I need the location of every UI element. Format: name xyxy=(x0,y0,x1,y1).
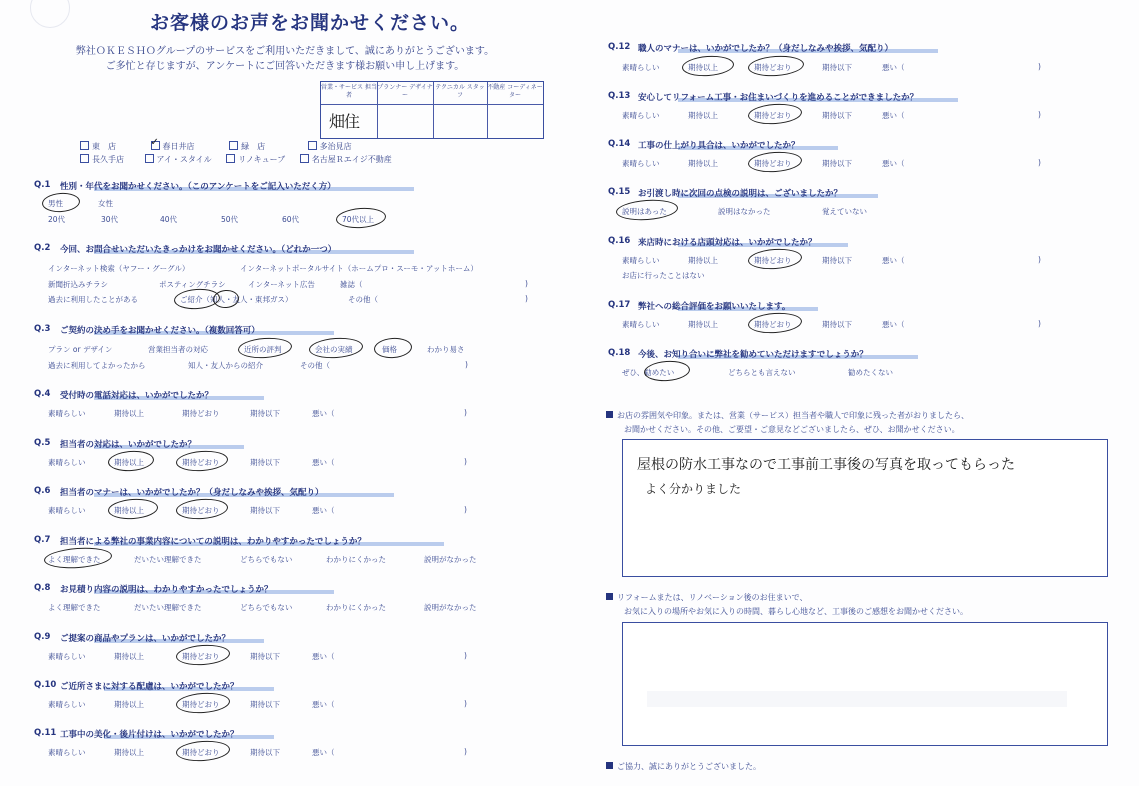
question-number: Q.1 xyxy=(34,180,51,190)
close-paren: ) xyxy=(1038,110,1041,119)
rating-above[interactable]: 期待以上 xyxy=(114,652,144,661)
rating-below[interactable]: 期待以下 xyxy=(250,506,280,515)
option-other[interactable]: その他（ xyxy=(300,361,330,370)
option-sales-staff[interactable]: 営業担当者の対応 xyxy=(148,345,208,354)
close-paren: ) xyxy=(464,408,467,417)
option-posting-flyer[interactable]: ポスティングチラシ xyxy=(159,280,226,289)
checkbox-icon[interactable] xyxy=(145,154,154,163)
checkbox-icon[interactable] xyxy=(308,141,317,150)
option-other[interactable]: その他（ xyxy=(348,295,378,304)
close-paren: ) xyxy=(1038,319,1041,328)
question-number: Q.5 xyxy=(34,438,51,448)
question-text: 安心してリフォーム工事・お住まいづくりを進めることができましたか？ xyxy=(638,93,919,103)
option-not-explained[interactable]: 説明はなかった xyxy=(718,207,771,216)
rating-above[interactable]: 期待以上 xyxy=(688,111,718,120)
rating-excellent[interactable]: 素晴らしい xyxy=(48,409,86,418)
rating-below[interactable]: 期待以下 xyxy=(822,63,852,72)
question-number: Q.9 xyxy=(34,632,51,642)
rating-row-q12 xyxy=(622,62,1041,73)
close-paren: ) xyxy=(464,505,467,514)
rating-above[interactable]: 期待以上 xyxy=(114,700,144,709)
option-portal-site[interactable]: インターネットポータルサイト（ホームプロ・スーモ・アットホーム） xyxy=(240,264,478,273)
close-paren: ) xyxy=(464,651,467,660)
question-text: 工事の仕上がり具合は、いかがでしたか？ xyxy=(638,141,800,151)
rating-as-expected[interactable]: 期待どおり xyxy=(182,652,220,661)
square-bullet-icon xyxy=(606,762,613,769)
rating-row-q17 xyxy=(622,319,1041,330)
option-clarity[interactable]: わかり易さ xyxy=(427,345,465,354)
option-never-visited[interactable]: お店に行ったことはない xyxy=(622,271,705,280)
question-number: Q.10 xyxy=(34,680,57,690)
option-60s[interactable]: 60代 xyxy=(282,215,300,224)
option-reputation[interactable]: 近所の評判 xyxy=(244,345,282,354)
question-text: 今後、お知り合いに弊社を勧めていただけますでしょうか？ xyxy=(638,350,868,360)
rating-row-q11 xyxy=(48,747,467,758)
rating-below[interactable]: 期待以下 xyxy=(822,111,852,120)
rating-excellent[interactable]: 素晴らしい xyxy=(622,159,660,168)
question-number: Q.11 xyxy=(34,728,57,738)
rating-as-expected[interactable]: 期待どおり xyxy=(182,506,220,515)
option-friend-referral[interactable]: 知人・友人からの紹介 xyxy=(188,361,263,370)
staff-header-sales: 営業・サービス 担当者 xyxy=(321,84,377,99)
store-midori[interactable]: 緑 店 xyxy=(229,142,265,151)
rating-excellent[interactable]: 素晴らしい xyxy=(48,458,86,467)
question-text: 担当者による弊社の事業内容についての説明は、わかりやすかったでしょうか？ xyxy=(60,537,366,547)
comment1-handwriting-line1: 屋根の防水工事なので工事前工事後の写真を取ってもらった xyxy=(637,457,1015,473)
rating-as-expected[interactable]: 期待どおり xyxy=(754,159,792,168)
option-recommend[interactable]: ぜひ、勧めたい xyxy=(622,368,675,377)
checked-checkbox-icon[interactable] xyxy=(151,141,160,150)
comment1-box[interactable] xyxy=(622,439,1108,577)
rating-row-q6 xyxy=(48,505,467,516)
option-50s[interactable]: 50代 xyxy=(221,215,239,224)
question-number: Q.13 xyxy=(608,91,631,101)
checkbox-icon[interactable] xyxy=(229,141,238,150)
checkbox-icon[interactable] xyxy=(226,154,235,163)
option-internet-ad[interactable]: インターネット広告 xyxy=(248,280,315,289)
option-past-good[interactable]: 過去に利用してよかったから xyxy=(48,361,146,370)
understand-row-q8 xyxy=(48,602,477,613)
rating-above[interactable]: 期待以上 xyxy=(114,409,144,418)
staff-table xyxy=(320,81,544,139)
option-plan-design[interactable]: プラン or デザイン xyxy=(48,345,113,354)
understand-neutral[interactable]: どちらでもない xyxy=(240,555,293,564)
question-number: Q.8 xyxy=(34,583,51,593)
option-70s-plus[interactable]: 70代以上 xyxy=(342,215,375,224)
question-number: Q.3 xyxy=(34,324,51,334)
checkbox-icon[interactable] xyxy=(300,154,309,163)
rating-excellent[interactable]: 素晴らしい xyxy=(622,320,660,329)
rating-bad[interactable]: 悪い（ xyxy=(312,652,335,661)
rating-above[interactable]: 期待以上 xyxy=(688,256,718,265)
rating-bad[interactable]: 悪い（ xyxy=(312,458,335,467)
rating-excellent[interactable]: 素晴らしい xyxy=(622,256,660,265)
store-tajimi[interactable]: 多治見店 xyxy=(308,142,352,151)
question-number: Q.7 xyxy=(34,535,51,545)
staff-header-planner: プランナー デザイナー xyxy=(377,84,433,99)
rating-bad[interactable]: 悪い（ xyxy=(882,159,905,168)
option-not-recommend[interactable]: 勧めたくない xyxy=(848,368,893,377)
comment1-handwriting-line2: よく分かりました xyxy=(645,482,742,496)
rating-below[interactable]: 期待以下 xyxy=(250,458,280,467)
rating-above[interactable]: 期待以上 xyxy=(688,320,718,329)
rating-bad[interactable]: 悪い（ xyxy=(312,700,335,709)
close-paren: ) xyxy=(1038,255,1041,264)
question-number: Q.12 xyxy=(608,42,631,52)
option-30s[interactable]: 30代 xyxy=(101,215,119,224)
rating-above[interactable]: 期待以上 xyxy=(688,159,718,168)
checkbox-icon[interactable] xyxy=(80,154,89,163)
question-number: Q.4 xyxy=(34,389,51,399)
question-text: 担当者の対応は、いかがでしたか？ xyxy=(60,440,197,450)
question-number: Q.17 xyxy=(608,300,631,310)
option-male[interactable]: 男性 xyxy=(48,199,63,208)
close-paren: ) xyxy=(464,747,467,756)
rating-below[interactable]: 期待以下 xyxy=(250,748,280,757)
rating-row-q13 xyxy=(622,110,1041,121)
survey-title: お客様のお声をお聞かせください。 xyxy=(149,12,470,34)
rating-excellent[interactable]: 素晴らしい xyxy=(622,63,660,72)
question-text: ご契約の決め手をお聞かせください。（複数回答可） xyxy=(60,326,260,336)
rating-excellent[interactable]: 素晴らしい xyxy=(48,506,86,515)
rating-excellent[interactable]: 素晴らしい xyxy=(622,111,660,120)
question-text: 工事中の美化・後片付けは、いかがでしたか？ xyxy=(60,730,239,740)
rating-above[interactable]: 期待以上 xyxy=(114,748,144,757)
question-number: Q.6 xyxy=(34,486,51,496)
question-number: Q.14 xyxy=(608,139,631,149)
option-newspaper-flyer[interactable]: 新聞折込みチラシ xyxy=(48,280,108,289)
rating-bad[interactable]: 悪い（ xyxy=(882,320,905,329)
rating-above[interactable]: 期待以上 xyxy=(114,506,144,515)
question-number: Q.15 xyxy=(608,187,631,197)
close-paren: ) xyxy=(465,360,468,369)
logo-mark xyxy=(30,0,70,28)
store-row-1 xyxy=(80,141,352,152)
intro-line-1: 弊社ＯＫＥＳＨＯグループのサービスをご利用いただきまして、誠にありがとうございます。 xyxy=(75,46,495,57)
rating-as-expected[interactable]: 期待どおり xyxy=(754,63,792,72)
rating-above[interactable]: 期待以上 xyxy=(688,63,718,72)
option-internet-search[interactable]: インターネット検索（ヤフー・グーグル） xyxy=(48,264,190,273)
question-text: 弊社への総合評価をお願いいたします。 xyxy=(638,302,791,312)
rating-bad[interactable]: 悪い（ xyxy=(312,409,335,418)
understand-hard[interactable]: わかりにくかった xyxy=(326,603,386,612)
staff-header-technical: テクニカル スタッフ xyxy=(435,84,485,99)
rating-below[interactable]: 期待以下 xyxy=(250,409,280,418)
rating-as-expected[interactable]: 期待どおり xyxy=(754,111,792,120)
store-nagoya-rage[interactable]: 名古屋Ｒエイジ不動産 xyxy=(300,155,392,164)
option-undecided[interactable]: どちらとも言えない xyxy=(728,368,796,377)
rating-row-q4 xyxy=(48,408,467,419)
question-text: 今回、お問合せいただいたきっかけをお聞かせください。（どれか一つ） xyxy=(60,245,337,255)
store-renocube[interactable]: リノキューブ xyxy=(226,155,285,164)
rating-bad[interactable]: 悪い（ xyxy=(882,111,905,120)
understand-hard[interactable]: わかりにくかった xyxy=(326,555,386,564)
option-explained[interactable]: 説明はあった xyxy=(622,207,667,216)
option-40s[interactable]: 40代 xyxy=(160,215,178,224)
option-track-record[interactable]: 会社の実績 xyxy=(315,345,353,354)
rating-as-expected[interactable]: 期待どおり xyxy=(182,748,220,757)
option-referral[interactable]: ご紹介（知人・友人・東邦ガス） xyxy=(180,295,293,304)
rating-below[interactable]: 期待以下 xyxy=(822,320,852,329)
question-text: お見積り内容の説明は、わかりやすかったでしょうか？ xyxy=(60,585,273,595)
understand-well[interactable]: よく理解できた xyxy=(48,603,101,612)
rating-below[interactable]: 期待以下 xyxy=(250,700,280,709)
comment2-prompt-2: お気に入りの場所やお気に入りの時間、暮らし心地など、工事後のご感想をお聞かせください。 xyxy=(624,607,968,616)
rating-bad[interactable]: 悪い（ xyxy=(882,256,905,265)
rating-as-expected[interactable]: 期待どおり xyxy=(182,458,220,467)
rating-row-q5 xyxy=(48,457,467,468)
question-text: 来店時における店頭対応は、いかがでしたか？ xyxy=(638,238,817,248)
question-text: 担当者のマナーは、いかがでしたか？（身だしなみや挨拶、気配り） xyxy=(60,488,324,498)
store-row-2 xyxy=(80,154,392,165)
question-text: 受付時の電話対応は、いかがでしたか？ xyxy=(60,391,214,401)
checkbox-icon[interactable] xyxy=(80,141,89,150)
option-past-use[interactable]: 過去に利用したことがある xyxy=(48,295,138,304)
question-number: Q.16 xyxy=(608,236,631,246)
rating-below[interactable]: 期待以下 xyxy=(822,256,852,265)
question-text: 性別・年代をお聞かせください。（このアンケートをご記入いただく方） xyxy=(60,182,336,192)
rating-row-q16 xyxy=(622,255,1041,266)
close-paren: ) xyxy=(525,279,528,288)
option-dont-remember[interactable]: 覚えていない xyxy=(822,207,867,216)
question-text: お引渡し時に次回の点検の説明は、ございましたか？ xyxy=(638,189,843,199)
understand-neutral[interactable]: どちらでもない xyxy=(240,603,293,612)
rating-as-expected[interactable]: 期待どおり xyxy=(182,700,220,709)
comment1-prompt-2: お聞かせください。その他、ご要望・ご意見などございましたら、ぜひ、お聞かせください。 xyxy=(624,425,960,434)
square-bullet-icon xyxy=(606,593,613,600)
comment1-prompt: お店の雰囲気や印象。または、営業（サービス）担当者や職人で印象に残った者がおりましたら、 xyxy=(606,410,969,421)
rating-row-q9 xyxy=(48,651,467,662)
rating-row-q14 xyxy=(622,158,1041,169)
footer-thanks: ご協力、誠にありがとうございました。 xyxy=(606,761,761,772)
question-number: Q.18 xyxy=(608,348,631,358)
understand-none[interactable]: 説明がなかった xyxy=(424,603,477,612)
option-20s[interactable]: 20代 xyxy=(48,215,66,224)
rating-as-expected[interactable]: 期待どおり xyxy=(182,409,220,418)
rating-as-expected[interactable]: 期待どおり xyxy=(754,320,792,329)
sales-signature: 畑住 xyxy=(329,112,360,131)
store-kasugai[interactable]: ✓ 春日井店 xyxy=(151,142,195,151)
rating-excellent[interactable]: 素晴らしい xyxy=(48,652,86,661)
close-paren: ) xyxy=(525,294,528,303)
close-paren: ) xyxy=(464,457,467,466)
understand-well[interactable]: よく理解できた xyxy=(48,555,101,564)
rating-above[interactable]: 期待以上 xyxy=(114,458,144,467)
question-text: ご提案の商品やプランは、いかがでしたか？ xyxy=(60,634,231,644)
understand-mostly[interactable]: だいたい理解できた xyxy=(134,603,202,612)
store-higashi[interactable]: 東 店 xyxy=(80,142,116,151)
understand-none[interactable]: 説明がなかった xyxy=(424,555,477,564)
rating-excellent[interactable]: 素晴らしい xyxy=(48,748,86,757)
rating-as-expected[interactable]: 期待どおり xyxy=(754,256,792,265)
rating-below[interactable]: 期待以下 xyxy=(822,159,852,168)
store-istyle[interactable]: アイ・スタイル xyxy=(145,155,212,164)
option-magazine[interactable]: 雑誌（ xyxy=(340,280,363,289)
store-nagakute[interactable]: 長久手店 xyxy=(80,155,124,164)
option-female[interactable]: 女性 xyxy=(98,199,113,208)
rating-below[interactable]: 期待以下 xyxy=(250,652,280,661)
comment2-prompt: リフォームまたは、リノベーション後のお住まいで、 xyxy=(606,592,807,603)
rating-bad[interactable]: 悪い（ xyxy=(882,63,905,72)
question-number: Q.2 xyxy=(34,243,51,253)
close-paren: ) xyxy=(464,699,467,708)
rating-excellent[interactable]: 素晴らしい xyxy=(48,700,86,709)
understand-mostly[interactable]: だいたい理解できた xyxy=(134,555,202,564)
rating-bad[interactable]: 悪い（ xyxy=(312,748,335,757)
close-paren: ) xyxy=(1038,62,1041,71)
square-bullet-icon xyxy=(606,411,613,418)
intro-line-2: ご多忙と存じますが、アンケートにご回答いただきます様お願い申し上げます。 xyxy=(105,61,465,72)
comment2-box[interactable] xyxy=(622,622,1108,746)
option-price[interactable]: 価格 xyxy=(382,345,397,354)
question-text: 職人のマナーは、いかがでしたか？（身だしなみや挨拶、気配り） xyxy=(638,44,894,54)
staff-header-realestate: 不動産 コーディネーター xyxy=(487,84,543,99)
rating-row-q10 xyxy=(48,699,467,710)
rating-bad[interactable]: 悪い（ xyxy=(312,506,335,515)
question-text: ご近所さまに対する配慮は、いかがでしたか？ xyxy=(60,682,239,692)
close-paren: ) xyxy=(1038,158,1041,167)
